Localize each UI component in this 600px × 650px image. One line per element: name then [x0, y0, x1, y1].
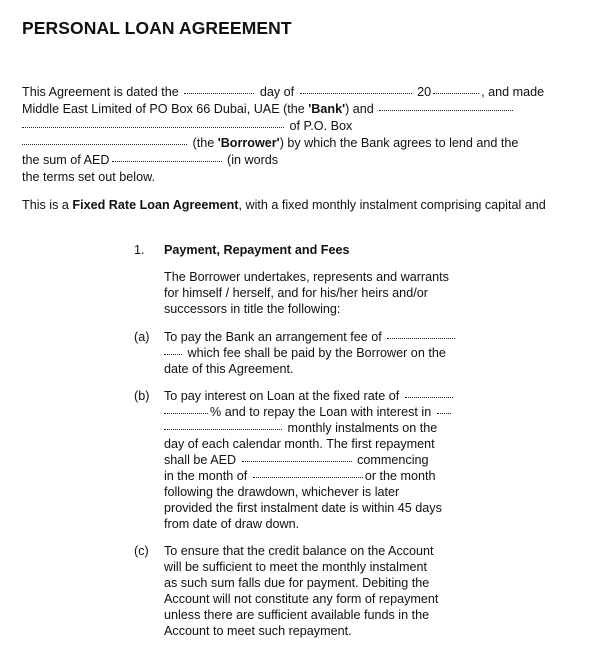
intro-text: This Agreement is dated the — [22, 85, 179, 99]
item-b-line-4: day of each calendar month. The first repayment — [164, 437, 435, 451]
intro-text: , and made — [481, 85, 545, 99]
po-box-blank — [22, 144, 187, 145]
intro-text: (in words — [227, 153, 279, 167]
item-text: commencing — [357, 453, 429, 467]
item-label: (b) — [134, 389, 150, 403]
item-text: or the month — [364, 469, 436, 483]
section-heading: Payment, Repayment and Fees — [164, 243, 350, 257]
item-text: which fee shall be paid by the Borrower on the — [187, 346, 446, 360]
amount-blank — [112, 161, 222, 162]
item-c-line-1: To ensure that the credit balance on the Account — [164, 544, 434, 558]
intro-line-1 — [22, 84, 544, 100]
section-text: The Borrower undertakes, represents and warrants — [164, 270, 449, 284]
borrower-name-blank — [379, 110, 513, 111]
item-text: To pay interest on Loan at the fixed rate of — [164, 389, 400, 403]
item-text: in the month of — [164, 469, 248, 483]
section-text: for himself / herself, and for his/her heirs and/or — [164, 286, 428, 300]
intro-text: (the — [192, 136, 215, 150]
item-c-line-5: unless there are sufficient available funds in the — [164, 608, 430, 622]
item-c-line-3: as such sum falls due for payment. Debiting the — [164, 576, 430, 590]
item-c-line-2: will be sufficient to meet the monthly instalment — [164, 560, 427, 574]
fixed-rate-term: Fixed Rate Loan Agreement — [72, 198, 239, 212]
rate-blank — [164, 413, 208, 414]
month-blank — [253, 477, 363, 478]
intro-text: day of — [259, 85, 295, 99]
item-b-line-6 — [164, 468, 436, 484]
intro-line-6: the terms set out below. — [22, 170, 156, 184]
item-b-line-1 — [164, 388, 455, 404]
intro-line-4 — [22, 135, 518, 151]
item-b-line-9: from date of draw down. — [164, 517, 300, 531]
fixed-rate-line — [22, 197, 546, 213]
instalments-blank — [164, 429, 282, 430]
fixed-text: This is a — [22, 198, 69, 212]
section-text: successors in title the following: — [164, 302, 341, 316]
item-b-line-2 — [164, 404, 453, 420]
item-a-line-1 — [164, 329, 457, 345]
item-c-line-6: Account to meet such repayment. — [164, 624, 352, 638]
intro-text: the sum of AED — [22, 153, 110, 167]
borrower-term: 'Borrower' — [217, 136, 280, 150]
item-text: To pay the Bank an arrangement fee of — [164, 330, 382, 344]
item-text: % and to repay the Loan with interest in — [210, 405, 432, 419]
item-text: monthly instalments on the — [287, 421, 438, 435]
intro-line-2 — [22, 101, 515, 117]
item-c-line-4: Account will not constitute any form of repayment — [164, 592, 439, 606]
month-blank — [300, 93, 412, 94]
document-title: PERSONAL LOAN AGREEMENT — [22, 18, 292, 38]
item-label: (a) — [134, 330, 150, 344]
intro-text: Middle East Limited of PO Box 66 Dubai, UAE (the — [22, 102, 305, 116]
intro-line-3 — [22, 118, 352, 134]
item-b-line-7: following the drawdown, whichever is later — [164, 485, 400, 499]
item-b-line-3 — [164, 420, 437, 436]
item-text: shall be AED — [164, 453, 237, 467]
year-blank — [433, 93, 479, 94]
intro-text: 20 — [417, 85, 432, 99]
first-repayment-blank — [242, 461, 352, 462]
bank-term: 'Bank' — [308, 102, 346, 116]
rate-blank — [405, 397, 453, 398]
instalments-blank — [437, 413, 451, 414]
fee-blank — [164, 354, 182, 355]
intro-text: ) by which the Bank agrees to lend and the — [279, 136, 519, 150]
intro-text: ) and — [345, 102, 374, 116]
item-b-line-5 — [164, 452, 429, 468]
date-blank — [184, 93, 254, 94]
fixed-text: , with a fixed monthly instalment comprising capital and — [238, 198, 546, 212]
address-blank — [22, 127, 284, 128]
intro-line-5 — [22, 152, 278, 168]
section-number: 1. — [134, 243, 145, 257]
fee-blank — [387, 338, 455, 339]
item-label: (c) — [134, 544, 149, 558]
intro-text: of P.O. Box — [289, 119, 353, 133]
item-a-line-3: date of this Agreement. — [164, 362, 294, 376]
item-a-line-2 — [164, 345, 446, 361]
item-b-line-8: provided the first instalment date is within 45 days — [164, 501, 442, 515]
